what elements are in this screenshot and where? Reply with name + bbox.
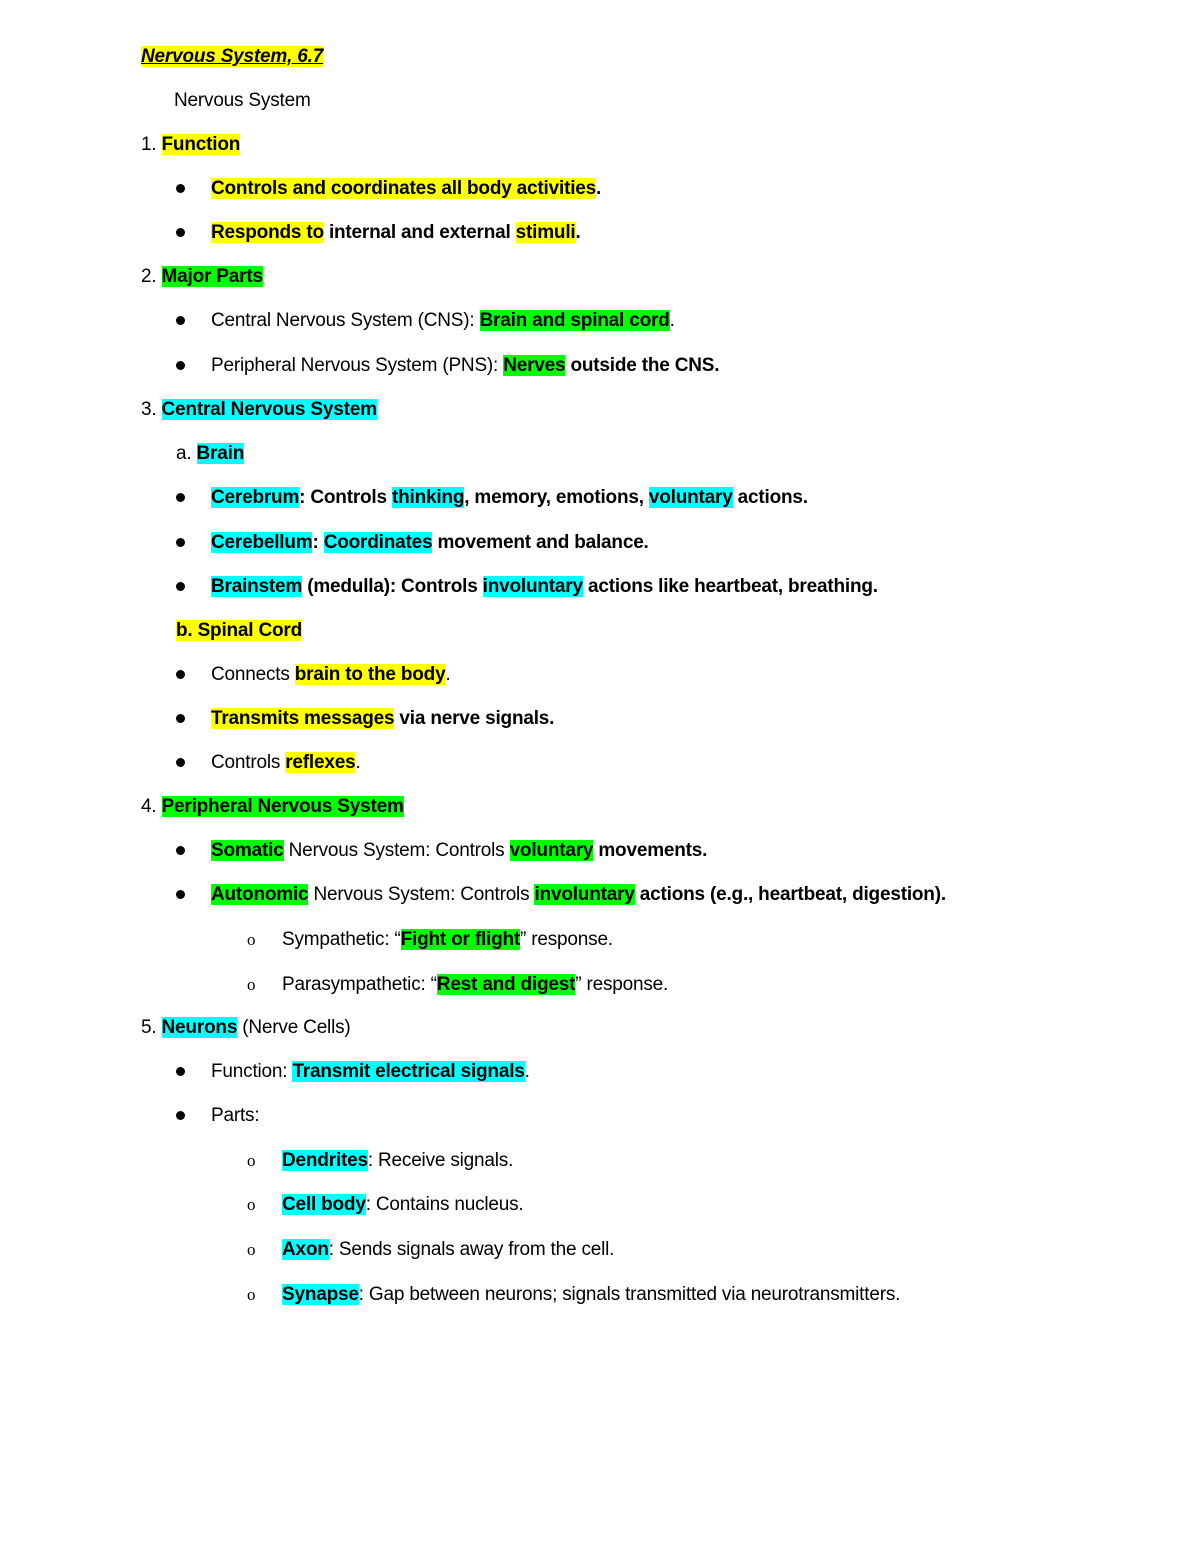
subsection-brain-heading	[176, 440, 244, 468]
bullet-icon	[176, 184, 185, 193]
section-title: Major Parts	[161, 266, 263, 287]
plain-text: .	[575, 222, 581, 243]
list-item	[211, 307, 675, 335]
bullet-icon	[176, 846, 185, 855]
plain-text: Central Nervous System (CNS):	[211, 310, 480, 331]
plain-text: , memory, emotions,	[464, 487, 649, 508]
list-item	[211, 749, 361, 777]
highlight-text: involuntary	[534, 884, 635, 905]
plain-text: via nerve signals.	[394, 708, 555, 729]
sub-bullet-icon: o	[247, 975, 256, 994]
highlight-text: Coordinates	[323, 532, 433, 553]
highlight-text: Autonomic	[211, 884, 309, 905]
list-item	[211, 1102, 259, 1130]
plain-text: ” response.	[520, 929, 613, 950]
highlight-text: Synapse	[282, 1284, 359, 1305]
plain-text: Nervous System: Controls	[283, 840, 510, 861]
plain-text: .	[596, 178, 602, 199]
sub-bullet-icon: o	[247, 1285, 256, 1304]
section-number: 2.	[141, 266, 162, 287]
highlight-text: Transmits messages	[211, 708, 395, 729]
highlight-text: Brain and spinal cord	[479, 310, 670, 331]
subtitle: Nervous System	[174, 90, 311, 111]
bullet-icon	[176, 228, 185, 237]
section-3-heading	[141, 396, 377, 424]
list-item	[211, 705, 554, 733]
bullet-icon	[176, 890, 185, 899]
plain-text: :	[312, 532, 324, 553]
bullet-icon	[176, 1111, 185, 1120]
plain-text: (Nerve Cells)	[237, 1017, 351, 1038]
bullet-icon	[176, 493, 185, 502]
document-title-line	[141, 43, 323, 71]
sub-list-item	[282, 1147, 513, 1175]
highlight-text: Controls and coordinates all body activities	[211, 178, 597, 199]
highlight-text: Cell body	[282, 1194, 366, 1215]
plain-text: movements.	[593, 840, 708, 861]
highlight-text: voluntary	[509, 840, 594, 861]
bullet-icon	[176, 538, 185, 547]
section-2-heading	[141, 263, 263, 291]
highlight-text: stimuli	[515, 222, 576, 243]
section-title: Function	[161, 134, 241, 155]
bullet-icon	[176, 758, 185, 767]
section-title: Neurons	[161, 1017, 238, 1038]
highlight-text: involuntary	[482, 576, 583, 597]
bullet-icon	[176, 670, 185, 679]
plain-text: .	[669, 310, 675, 331]
plain-text: (medulla): Controls	[302, 576, 483, 597]
section-number: 4.	[141, 796, 162, 817]
highlight-text: Responds to	[211, 222, 324, 243]
plain-text: : Receive signals.	[367, 1150, 514, 1171]
plain-text: Nervous System: Controls	[308, 884, 535, 905]
document-title: Nervous System, 6.7	[141, 46, 324, 67]
plain-text: actions like heartbeat, breathing.	[582, 576, 878, 597]
section-4-heading	[141, 793, 404, 821]
plain-text: : Contains nucleus.	[365, 1194, 524, 1215]
subsection-label: a.	[176, 443, 197, 464]
plain-text: Controls	[211, 752, 286, 773]
bullet-icon	[176, 316, 185, 325]
section-number: 3.	[141, 399, 162, 420]
bullet-icon	[176, 361, 185, 370]
subsection-title: b. Spinal Cord	[176, 620, 302, 641]
highlight-text: Fight or flight	[400, 929, 521, 950]
bullet-icon	[176, 714, 185, 723]
highlight-text: Axon	[282, 1239, 329, 1260]
section-number: 1.	[141, 134, 162, 155]
list-item	[211, 352, 719, 380]
list-item	[211, 1058, 530, 1086]
plain-text: Parasympathetic: “	[282, 974, 437, 995]
subsection-spinal-cord-heading	[176, 617, 302, 645]
list-item	[211, 175, 601, 203]
section-5-heading	[141, 1014, 351, 1042]
list-item	[211, 219, 581, 247]
plain-text: internal and external	[323, 222, 516, 243]
plain-text: Peripheral Nervous System (PNS):	[211, 355, 504, 376]
highlight-text: brain to the body	[294, 664, 446, 685]
plain-text: .	[445, 664, 451, 685]
sub-bullet-icon: o	[247, 930, 256, 949]
section-title: Peripheral Nervous System	[161, 796, 404, 817]
plain-text: outside the CNS.	[565, 355, 720, 376]
sub-bullet-icon: o	[247, 1151, 256, 1170]
list-item	[211, 837, 707, 865]
list-item	[211, 661, 451, 689]
plain-text: movement and balance.	[432, 532, 649, 553]
subsection-title: Brain	[196, 443, 245, 464]
plain-text: ” response.	[575, 974, 669, 995]
highlight-text: Dendrites	[282, 1150, 368, 1171]
sub-list-item	[282, 926, 613, 954]
sub-list-item	[282, 1191, 524, 1219]
plain-text: actions.	[732, 487, 808, 508]
sub-bullet-icon: o	[247, 1240, 256, 1259]
plain-text: Connects	[211, 664, 295, 685]
highlight-text: Rest and digest	[436, 974, 576, 995]
section-title: Central Nervous System	[161, 399, 377, 420]
plain-text: : Sends signals away from the cell.	[328, 1239, 615, 1260]
plain-text: Sympathetic: “	[282, 929, 401, 950]
plain-text: Function:	[211, 1061, 293, 1082]
highlight-text: Nerves	[503, 355, 566, 376]
subtitle-line	[174, 87, 311, 115]
sub-bullet-icon: o	[247, 1195, 256, 1214]
list-item	[211, 484, 808, 512]
highlight-text: thinking	[391, 487, 465, 508]
highlight-text: Transmit electrical signals	[292, 1061, 525, 1082]
plain-text: .	[524, 1061, 530, 1082]
section-1-heading	[141, 131, 240, 159]
highlight-text: Cerebrum	[211, 487, 300, 508]
highlight-text: Somatic	[211, 840, 284, 861]
highlight-text: Brainstem	[211, 576, 303, 597]
list-item	[211, 529, 649, 557]
highlight-text: voluntary	[648, 487, 733, 508]
bullet-icon	[176, 1067, 185, 1076]
sub-list-item	[282, 1281, 900, 1309]
section-number: 5.	[141, 1017, 162, 1038]
highlight-text: Cerebellum	[211, 532, 313, 553]
plain-text: Parts:	[211, 1105, 260, 1126]
list-item	[211, 573, 878, 601]
sub-list-item	[282, 1236, 614, 1264]
plain-text: : Controls	[299, 487, 392, 508]
plain-text: : Gap between neurons; signals transmitted via neurotransmitters.	[358, 1284, 901, 1305]
sub-list-item	[282, 971, 668, 999]
highlight-text: reflexes	[285, 752, 356, 773]
plain-text: .	[355, 752, 361, 773]
bullet-icon	[176, 582, 185, 591]
plain-text: actions (e.g., heartbeat, digestion).	[634, 884, 946, 905]
list-item	[211, 881, 946, 909]
